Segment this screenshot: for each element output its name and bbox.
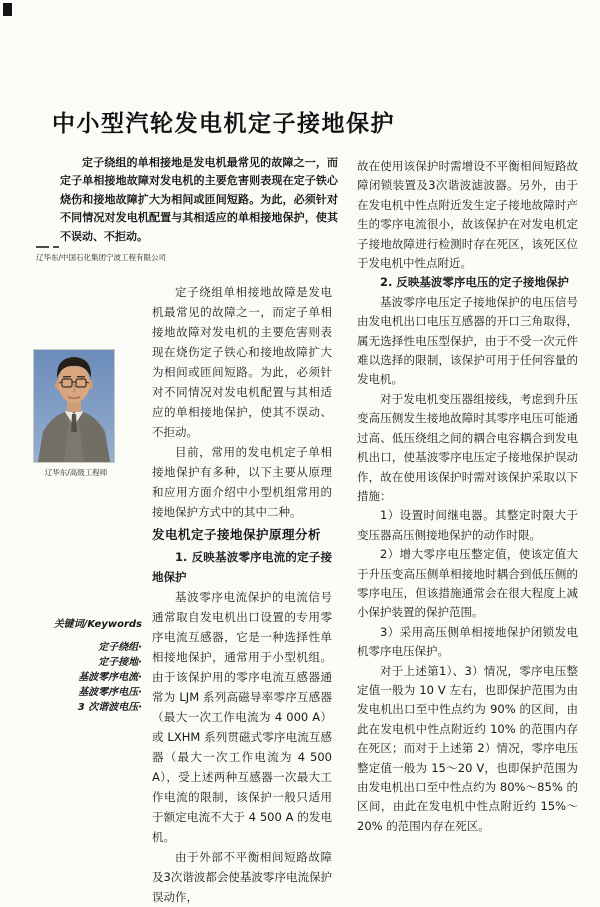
keywords-block (18, 618, 142, 715)
author-portrait-photo (34, 350, 114, 462)
middle-text-column (152, 282, 332, 907)
keyword-item: 基波零序电流· (78, 672, 142, 683)
keyword-item: 定子绕组· (98, 642, 142, 653)
portrait-illustration (34, 350, 114, 462)
page-title: 中小型汽轮发电机定子接地保护 (52, 111, 395, 138)
body-paragraph: 对于上述第1）、3）情况，零序电压整定值一般为 10 V 左右，也即保护范围为由发电机出口至中性点约为 90% 的区间，由此在发电机中性点附近约 10% 的范围内存在死区；而对于上述第 2）情况，零序电压整定值一般为 15～20 V，也即保护范围为由发电机出口至中性点约为 80%～85% 的区间，由此在发电机中性点附近约 15%～20% 的范围内存在死区。 (357, 663, 578, 833)
subsection-heading: 2. 反映基波零序电压的定子接地保护 (380, 275, 569, 290)
keyword-item: 3 次谐波电压· (77, 702, 142, 713)
abstract-paragraph: 定子绕组的单相接地是发电机最常见的故障之一，而定子单相接地故障对发电机的主要危害则表现在定子铁心烧伤和接地故障扩大为相间或匝间短路。为此，必须针对不同情况对发电机配置与其相适应的单相接地保护，使其不误动、不拒动。 (60, 156, 338, 243)
separator-dash (36, 246, 62, 248)
subsection-heading: 1. 反映基波零序电流的定子接地保护 (152, 550, 332, 584)
numbered-list-item: 1）设置时间继电器。其整定时限大于变压器高压侧接地保护的动作时限。 (357, 508, 578, 542)
keyword-item: 定子接地· (98, 657, 142, 668)
body-paragraph: 由于外部不平衡相间短路故障及3次谐波都会使基波零序电流保护误动作， (152, 850, 332, 904)
numbered-list-item: 3）采用高压侧单相接地保护闭锁发电机零序电压保护。 (357, 624, 578, 659)
body-paragraph: 定子绕组单相接地故障是发电机最常见的故障之一，而定子单相接地故障对发电机的主要危害则表现在烧伤定子铁心和接地故障扩大为相间或匝间短路。为此，必须针对不同情况对发电机配置与其相适应的单相接地保护，使其不误动、不拒动。 (152, 285, 332, 439)
numbered-list-item: 2）增大零序电压整定值，使该定值大于升压变高压侧单相接地时耦合到低压侧的零序电压，但该措施通常会在很大程度上减小保护装置的保护范围。 (357, 547, 578, 620)
body-paragraph: 目前，常用的发电机定子单相接地保护有多种，以下主要从原理和应用方面介绍中小型机组常用的接地保护方式中的其中二种。 (152, 445, 332, 519)
author-affiliation: 辽华东/中国石化集团宁波工程有限公司 (36, 253, 167, 262)
keywords-label: 关键词/Keywords (53, 619, 142, 630)
keyword-item: 基波零序电压· (78, 687, 142, 698)
body-paragraph: 基波零序电压定子接地保护的电压信号由发电机出口电压互感器的开口三角取得，属无选择性电压型保护，由于不受一次元件难以选择的限制，该保护可用于任何容量的发电机。 (357, 294, 578, 387)
body-paragraph: 故在使用该保护时需增设不平衡相间短路故障闭锁装置及3次谐波滤波器。另外，由于在发电机中性点附近发生定子接地故障时产生的零序电流很小，故该保护在对发电机定子接地故障进行检测时存在死区，该死区位于发电机中性点附近。 (357, 159, 578, 271)
body-paragraph: 基波零序电流保护的电流信号通常取自发电机出口设置的专用零序电流互感器，它是一种选择性单相接地保护，通常用于小型机组。由于该保护用的零序电流互感器通常为 LJM 系列高磁导率零序互感器（最大一次工作电流为 4 000 A）或 LXHM 系列贯磁式零序电流互感器（最大一次工作电流为 4 500 A），受上述两种互感器一次最大工作电流的限制，该保护一般只适用于额定电流不大于 4 500 A 的发电机。 (152, 590, 332, 844)
right-text-column (357, 157, 578, 836)
photo-caption: 辽华东/高级工程师 (44, 468, 108, 477)
scan-corner-mark (3, 3, 12, 16)
section-heading: 发电机定子接地保护原理分析 (152, 527, 322, 542)
body-paragraph: 对于发电机变压器组接线，考虑到升压变高压侧发生接地故障时其零序电压可能通过高、低压绕组之间的耦合电容耦合到发电机出口，使基波零序电压定子接地保护误动作，故在使用该保护时需对该保护采取以下措施： (357, 391, 578, 503)
